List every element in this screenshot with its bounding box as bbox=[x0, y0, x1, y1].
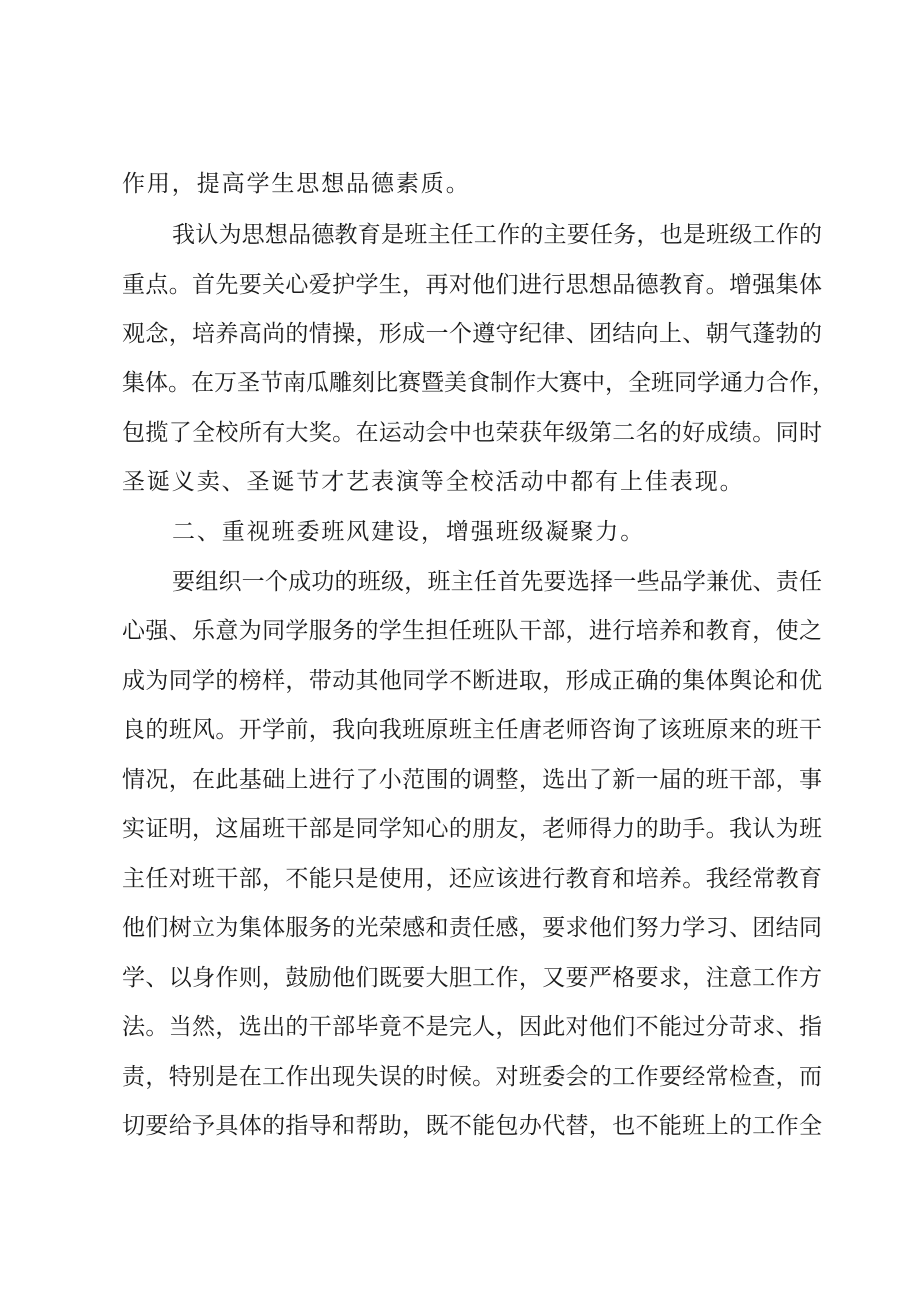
paragraph-line: 心强、乐意为同学服务的学生担任班队干部，进行培养和教育，使之 bbox=[122, 618, 822, 644]
section-heading: 二、重视班委班风建设，增强班级凝聚力。 bbox=[172, 519, 646, 545]
paragraph-line: 要组织一个成功的班级，班主任首先要选择一些品学兼优、责任 bbox=[172, 569, 822, 595]
paragraph-line: 重点。首先要关心爱护学生，再对他们进行思想品德教育。增强集体 bbox=[122, 272, 822, 298]
paragraph-line: 观念，培养高尚的情操，形成一个遵守纪律、团结向上、朝气蓬勃的 bbox=[122, 321, 822, 347]
paragraph-line: 我认为思想品德教育是班主任工作的主要任务，也是班级工作的 bbox=[172, 222, 822, 248]
paragraph-line: 集体。在万圣节南瓜雕刻比赛暨美食制作大赛中，全班同学通力合作， bbox=[122, 370, 835, 396]
paragraph-line: 圣诞义卖、圣诞节才艺表演等全校活动中都有上佳表现。 bbox=[122, 469, 745, 495]
paragraph-line: 良的班风。开学前，我向我班原班主任唐老师咨询了该班原来的班干 bbox=[122, 717, 822, 743]
paragraph-line: 主任对班干部，不能只是使用，还应该进行教育和培养。我经常教育 bbox=[122, 866, 822, 892]
paragraph-line: 他们树立为集体服务的光荣感和责任感，要求他们努力学习、团结同 bbox=[122, 915, 822, 941]
paragraph-line: 作用，提高学生思想品德素质。 bbox=[122, 171, 471, 197]
paragraph-line: 包揽了全校所有大奖。在运动会中也荣获年级第二名的好成绩。同时 bbox=[122, 420, 822, 446]
paragraph-line: 责，特别是在工作出现失误的时候。对班委会的工作要经常检查，而 bbox=[122, 1064, 822, 1090]
paragraph-line: 成为同学的榜样，带动其他同学不断进取，形成正确的集体舆论和优 bbox=[122, 668, 822, 694]
paragraph-line: 情况，在此基础上进行了小范围的调整，选出了新一届的班干部，事 bbox=[122, 767, 822, 793]
paragraph-line: 实证明，这届班干部是同学知心的朋友，老师得力的助手。我认为班 bbox=[122, 816, 822, 842]
paragraph-line: 学、以身作则，鼓励他们既要大胆工作，又要严格要求，注意工作方 bbox=[122, 965, 822, 991]
paragraph-line: 法。当然，选出的干部毕竟不是完人，因此对他们不能过分苛求、指 bbox=[122, 1014, 822, 1040]
paragraph-line: 切要给予具体的指导和帮助，既不能包办代替，也不能班上的工作全 bbox=[122, 1113, 822, 1139]
